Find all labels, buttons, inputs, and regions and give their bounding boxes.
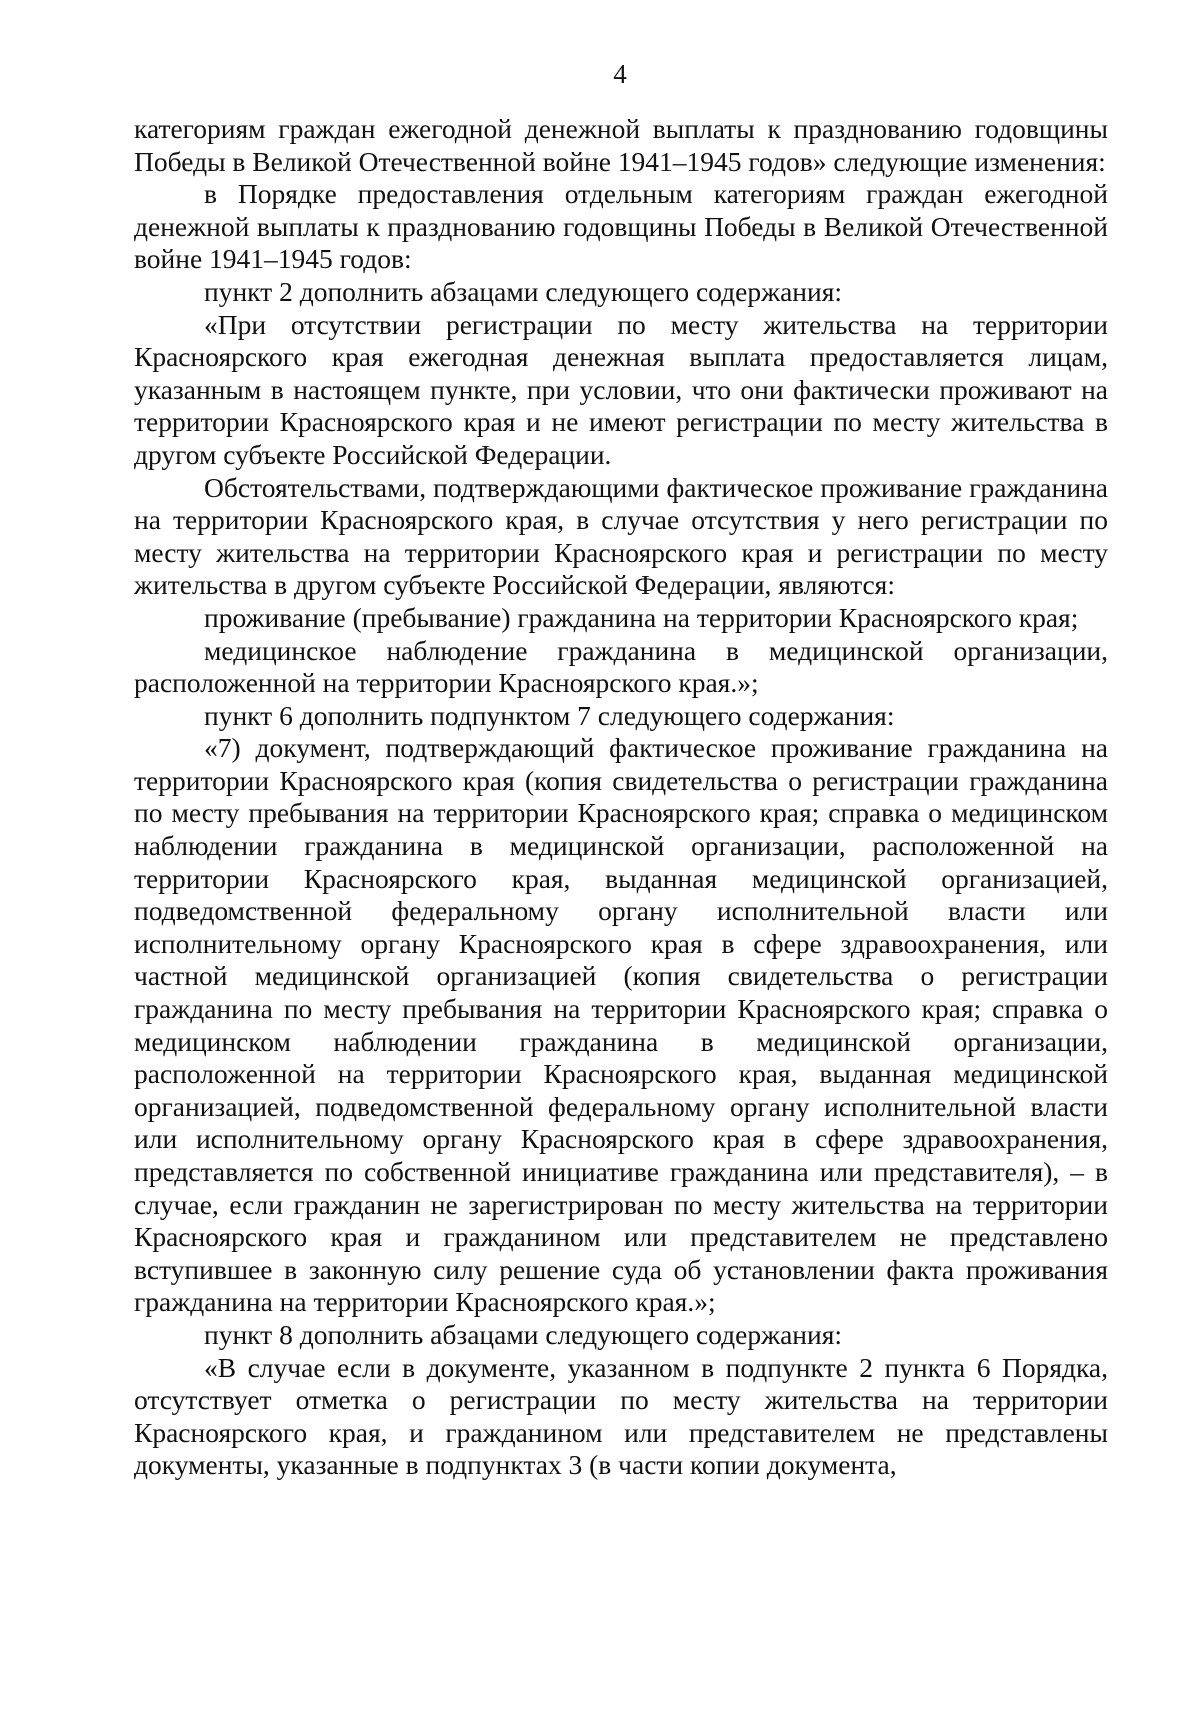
paragraph-subpoint-7: «7) документ, подтверждающий фактическое проживание гражданина на территории Красноярского края (копия свидетельства о регистрации гражданина по месту пребывания на территории Красноярского края; справка о медицинском наблюдении гражданина в медицинской организации, расположенной на территории Красноярского края, выданная медицинской организацией, подведомственной федеральному органу исполнительной власти или исполнительному органу Красноярского края в сфере здравоохранения, или частной медицинской организацией (копия свидетельства о регистрации гражданина по месту пребывания на территории Красноярского края; справка о медицинском наблюдении гражданина в медицинской организации, расположенной на территории Красноярского края, выданная медицинской организацией, подведомственной федеральному органу исполнительной власти или исполнительному органу Красноярского края в сфере здравоохранения, представляется по собственной инициативе гражданина или представителя), – в случае, если гражданин не зарегистрирован по месту жительства на территории Красноярского края и гражданином или представителем не представлено вступившее в законную силу решение суда об установлении факта проживания гражданина на территории Красноярского края.»;	[134, 732, 1108, 1318]
paragraph-circumstances: Обстоятельствами, подтверждающими фактическое проживание гражданина на территории Красноярского края, в случае отсутствия у него регистрации по месту жительства на территории Красноярского края и регистрации по месту жительства в другом субъекте Российской Федерации, являются:	[134, 471, 1108, 601]
paragraph-document-case: «В случае если в документе, указанном в подпункте 2 пункта 6 Порядка, отсутствует отметка о регистрации по месту жительства на территории Красноярского края, и гражданином или представителем не представлены документы, указанные в подпунктах 3 (в части копии документа,	[134, 1351, 1108, 1481]
paragraph-point-2-amendment: пункт 2 дополнить абзацами следующего содержания:	[204, 275, 843, 307]
paragraph-medical-observation: медицинское наблюдение гражданина в медицинской организации, расположенной на территории Красноярского края.»;	[134, 634, 1108, 699]
paragraph-procedure-intro: в Порядке предоставления отдельным категориям граждан ежегодной денежной выплаты к празднованию годовщины Победы в Великой Отечественной войне 1941–1945 годов:	[134, 178, 1108, 275]
document-body	[134, 113, 1108, 1482]
paragraph-point-6-amendment: пункт 6 дополнить подпунктом 7 следующего содержания:	[204, 699, 895, 731]
paragraph-continuation: категориям граждан ежегодной денежной выплаты к празднованию годовщины Победы в Великой Отечественной войне 1941–1945 годов» следующие изменения:	[134, 113, 1108, 177]
paragraph-registration-absence: «При отсутствии регистрации по месту жительства на территории Красноярского края ежегодная денежная выплата предоставляется лицам, указанным в настоящем пункте, при условии, что они фактически проживают на территории Красноярского края и не имеют регистрации по месту жительства в другом субъекте Российской Федерации.	[134, 308, 1108, 470]
page-number: 4	[613, 59, 627, 89]
paragraph-residence: проживание (пребывание) гражданина на территории Красноярского края;	[204, 601, 1079, 633]
paragraph-point-8-amendment: пункт 8 дополнить абзацами следующего содержания:	[204, 1318, 843, 1350]
